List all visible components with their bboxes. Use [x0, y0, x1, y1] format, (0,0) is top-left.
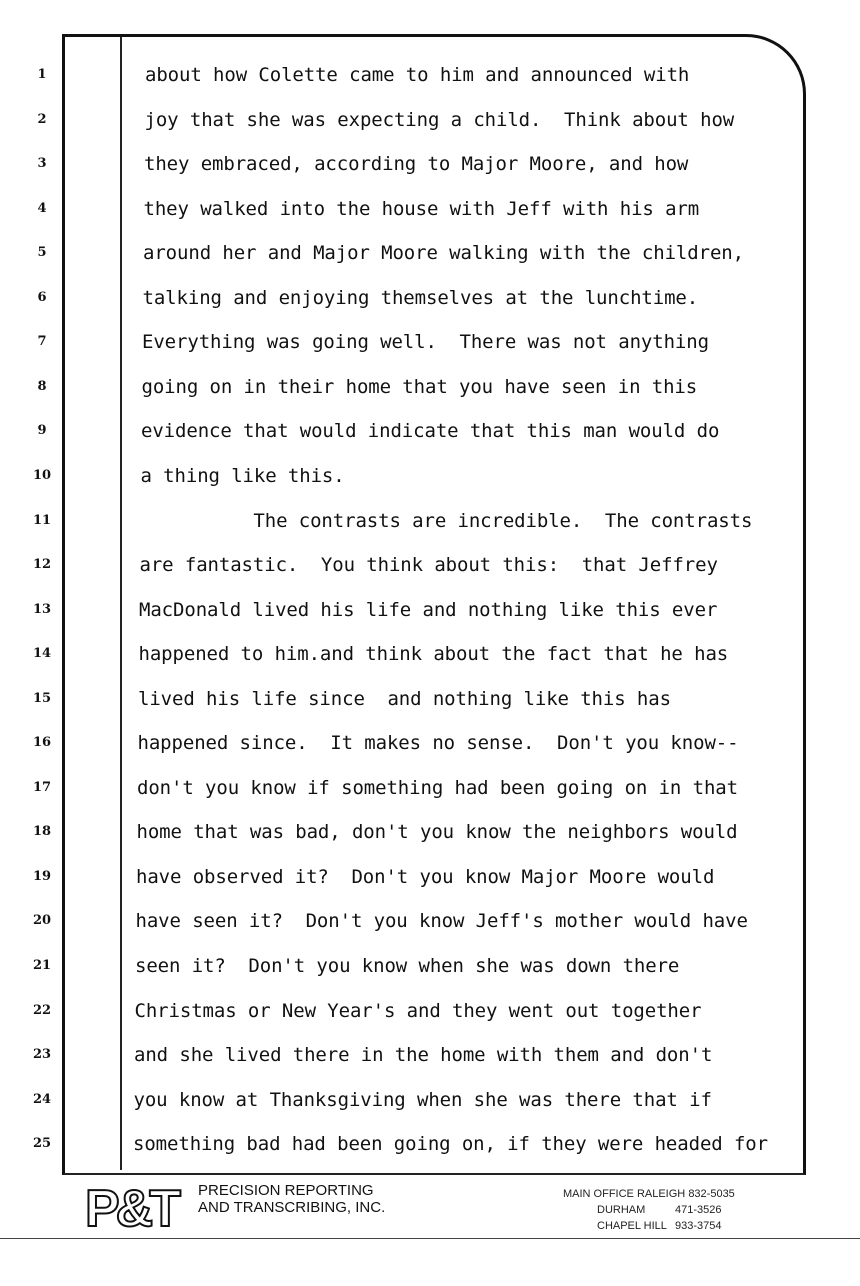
transcript-line: and she lived there in the home with them and don't [134, 1044, 713, 1067]
transcript-line: something bad had been going on, if they were headed for [133, 1133, 768, 1156]
transcript-line: have observed it? Don't you know Major Moore would [136, 865, 715, 888]
line-number: 13 [32, 601, 52, 617]
transcript-line: seen it? Don't you know when she was down there [135, 955, 680, 977]
company-name [198, 1182, 385, 1216]
footer [0, 1180, 860, 1240]
office-list [563, 1186, 735, 1234]
line-number: 6 [37, 289, 47, 305]
office-phone: 832-5035 [688, 1188, 735, 1200]
line-number: 8 [37, 378, 47, 394]
transcript-line: they embraced, according to Major Moore, and how [144, 153, 689, 176]
line-number: 7 [37, 334, 47, 350]
office-main [563, 1186, 735, 1202]
line-number: 16 [32, 735, 52, 751]
footer-rule [0, 1238, 860, 1239]
office-phone: 471-3526 [675, 1204, 722, 1216]
office-chapel-hill [563, 1218, 735, 1234]
margin-rule [120, 37, 122, 1170]
line-number: 12 [32, 557, 52, 573]
line-number: 10 [32, 467, 52, 483]
transcript-line: they walked into the house with Jeff with his arm [143, 197, 700, 220]
line-number: 17 [32, 779, 52, 795]
line-number: 21 [32, 958, 52, 973]
company-logo: P&T [85, 1180, 177, 1238]
line-number: 24 [32, 1091, 52, 1107]
transcript-line: evidence that would indicate that this man would do [141, 420, 720, 443]
transcript-line: The contrasts are incredible. The contrasts [140, 509, 753, 532]
transcript-line: going on in their home that you have seen in this [141, 375, 698, 398]
transcript-line: joy that she was expecting a child. Think about how [144, 108, 735, 131]
transcript-line: are fantastic. You think about this: that Jeffrey [139, 554, 718, 577]
office-label: DURHAM [597, 1204, 646, 1216]
transcript-line: happened since. It makes no sense. Don't you know-- [137, 732, 739, 755]
line-number: 25 [32, 1136, 52, 1152]
line-number: 20 [32, 913, 52, 929]
transcript-line: MacDonald lived his life and nothing like this ever [139, 598, 718, 621]
line-number: 15 [32, 690, 52, 706]
transcript-line: happened to him.and think about the fact that he has [138, 643, 729, 666]
company-line-2: AND TRANSCRIBING, INC. [198, 1199, 386, 1216]
transcript-line: you know at Thanksgiving when she was there that if [133, 1088, 712, 1111]
transcript-line: talking and enjoying themselves at the lunchtime. [142, 286, 699, 309]
transcript-line: Everything was going well. There was not anything [142, 331, 709, 354]
line-number: 19 [32, 868, 52, 884]
line-number: 4 [37, 200, 47, 216]
line-number: 1 [37, 67, 47, 82]
line-number: 18 [32, 824, 52, 840]
transcript-line: about how Colette came to him and announced with [145, 64, 690, 86]
transcript-line: have seen it? Don't you know Jeff's mother would have [135, 910, 748, 933]
transcript-line: around her and Major Moore walking with the children, [143, 242, 744, 265]
transcript-line: a thing like this. [140, 464, 345, 487]
office-label: MAIN OFFICE RALEIGH [563, 1188, 686, 1200]
office-durham [563, 1202, 735, 1218]
line-number: 2 [37, 111, 47, 127]
line-number: 9 [37, 423, 47, 439]
company-line-1: PRECISION REPORTING [198, 1182, 374, 1199]
line-number: 22 [32, 1002, 52, 1018]
transcript-line: Christmas or New Year's and they went out together [134, 999, 702, 1022]
line-number: 3 [37, 156, 47, 172]
transcript-line: lived his life since and nothing like this has [138, 687, 671, 710]
line-number: 5 [37, 245, 47, 261]
line-number: 11 [32, 512, 52, 528]
line-number: 23 [32, 1047, 52, 1063]
transcript-line: don't you know if something had been going on in that [137, 776, 738, 799]
office-phone: 933-3754 [675, 1220, 722, 1232]
office-label: CHAPEL HILL [597, 1220, 667, 1232]
transcript-line: home that was bad, don't you know the neighbors would [136, 821, 738, 844]
line-number: 14 [32, 646, 52, 662]
